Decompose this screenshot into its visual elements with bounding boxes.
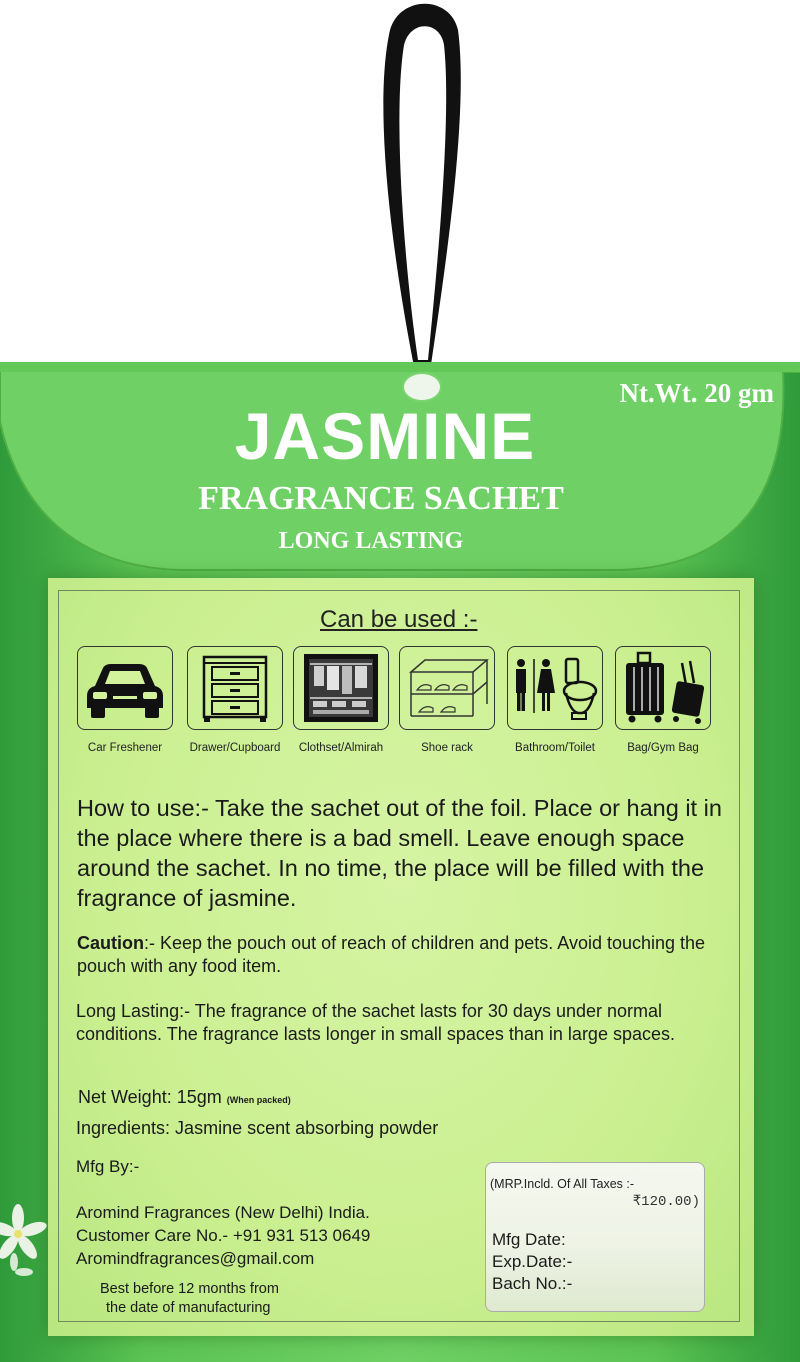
- net-weight-text: Net Weight: 15gm: [78, 1087, 222, 1107]
- hanging-strap: [0, 0, 800, 400]
- mrp-price: ₹120.00): [632, 1194, 700, 1210]
- product-title: JASMINE: [234, 399, 536, 473]
- product-tagline: LONG LASTING: [278, 528, 464, 554]
- jasmine-flower-icon: [0, 1196, 60, 1286]
- mfg-date: Mfg Date:: [492, 1230, 566, 1249]
- mfg-by-label: Mfg By:-: [76, 1157, 140, 1176]
- how-to-use-text: How to use:- Take the sachet out of the foil. Place or hang it in the place where there is a bad smell. Leave enough space around the sachet. In no time, the place will be filled with the fragrance of jasmine.: [77, 795, 722, 911]
- net-weight-badge: Nt.Wt. 20 gm: [619, 378, 774, 408]
- use-label: Bag/Gym Bag: [627, 742, 699, 754]
- use-item-toilet: [502, 646, 608, 754]
- best-before-line1: Best before 12 months from: [100, 1281, 279, 1297]
- use-label: Clothset/Almirah: [298, 742, 384, 754]
- use-item-drawer: [182, 646, 288, 754]
- use-item-luggage: [610, 646, 716, 754]
- uses-heading: Can be used :-: [320, 606, 478, 633]
- mrp-box: [485, 1162, 705, 1312]
- toilet-icon: [512, 653, 598, 723]
- long-lasting-text: Long Lasting:- The fragrance of the sachet lasts for 30 days under normal conditions. The fragrance lasts longer in small spaces than in large spaces.: [76, 1001, 675, 1044]
- manufacturer-address: [76, 1201, 370, 1270]
- use-label: Car Freshener: [87, 742, 163, 754]
- ingredients-text: Ingredients: Jasmine scent absorbing powder: [76, 1118, 439, 1138]
- customer-care: Customer Care No.- +91 931 513 0649: [76, 1226, 371, 1245]
- car-icon: [85, 656, 165, 720]
- use-label: Drawer/Cupboard: [189, 742, 281, 754]
- caution-body: :- Keep the pouch out of reach of children and pets. Avoid touching the pouch with any food item.: [77, 933, 706, 976]
- caution-text: [77, 932, 727, 978]
- product-subtitle: FRAGRANCE SACHET: [198, 480, 564, 517]
- use-label: Bathroom/Toilet: [515, 742, 595, 754]
- net-weight-note: (When packed): [226, 1095, 291, 1105]
- use-item-wardrobe: [288, 646, 394, 754]
- best-before-note: [100, 1280, 279, 1318]
- shoe-rack-icon: [405, 656, 489, 720]
- best-before-line2: the date of manufacturing: [106, 1300, 271, 1316]
- exp-date: Exp.Date:-: [492, 1252, 573, 1271]
- use-item-shoe-rack: [394, 646, 500, 754]
- use-item-car: [72, 646, 178, 754]
- manufacturer-email: Aromindfragrances@gmail.com: [76, 1249, 315, 1268]
- batch-details: [492, 1229, 572, 1295]
- wardrobe-icon: [302, 652, 380, 724]
- luggage-icon: [620, 651, 706, 725]
- use-label: Shoe rack: [421, 742, 473, 754]
- batch-no: Bach No.:-: [492, 1274, 573, 1293]
- mrp-label: (MRP.Incld. Of All Taxes :-: [490, 1177, 635, 1191]
- manufacturer-name: Aromind Fragrances (New Delhi) India.: [76, 1203, 370, 1222]
- caution-label: Caution: [77, 933, 144, 953]
- net-weight-line: [78, 1087, 291, 1108]
- drawer-icon: [200, 653, 270, 723]
